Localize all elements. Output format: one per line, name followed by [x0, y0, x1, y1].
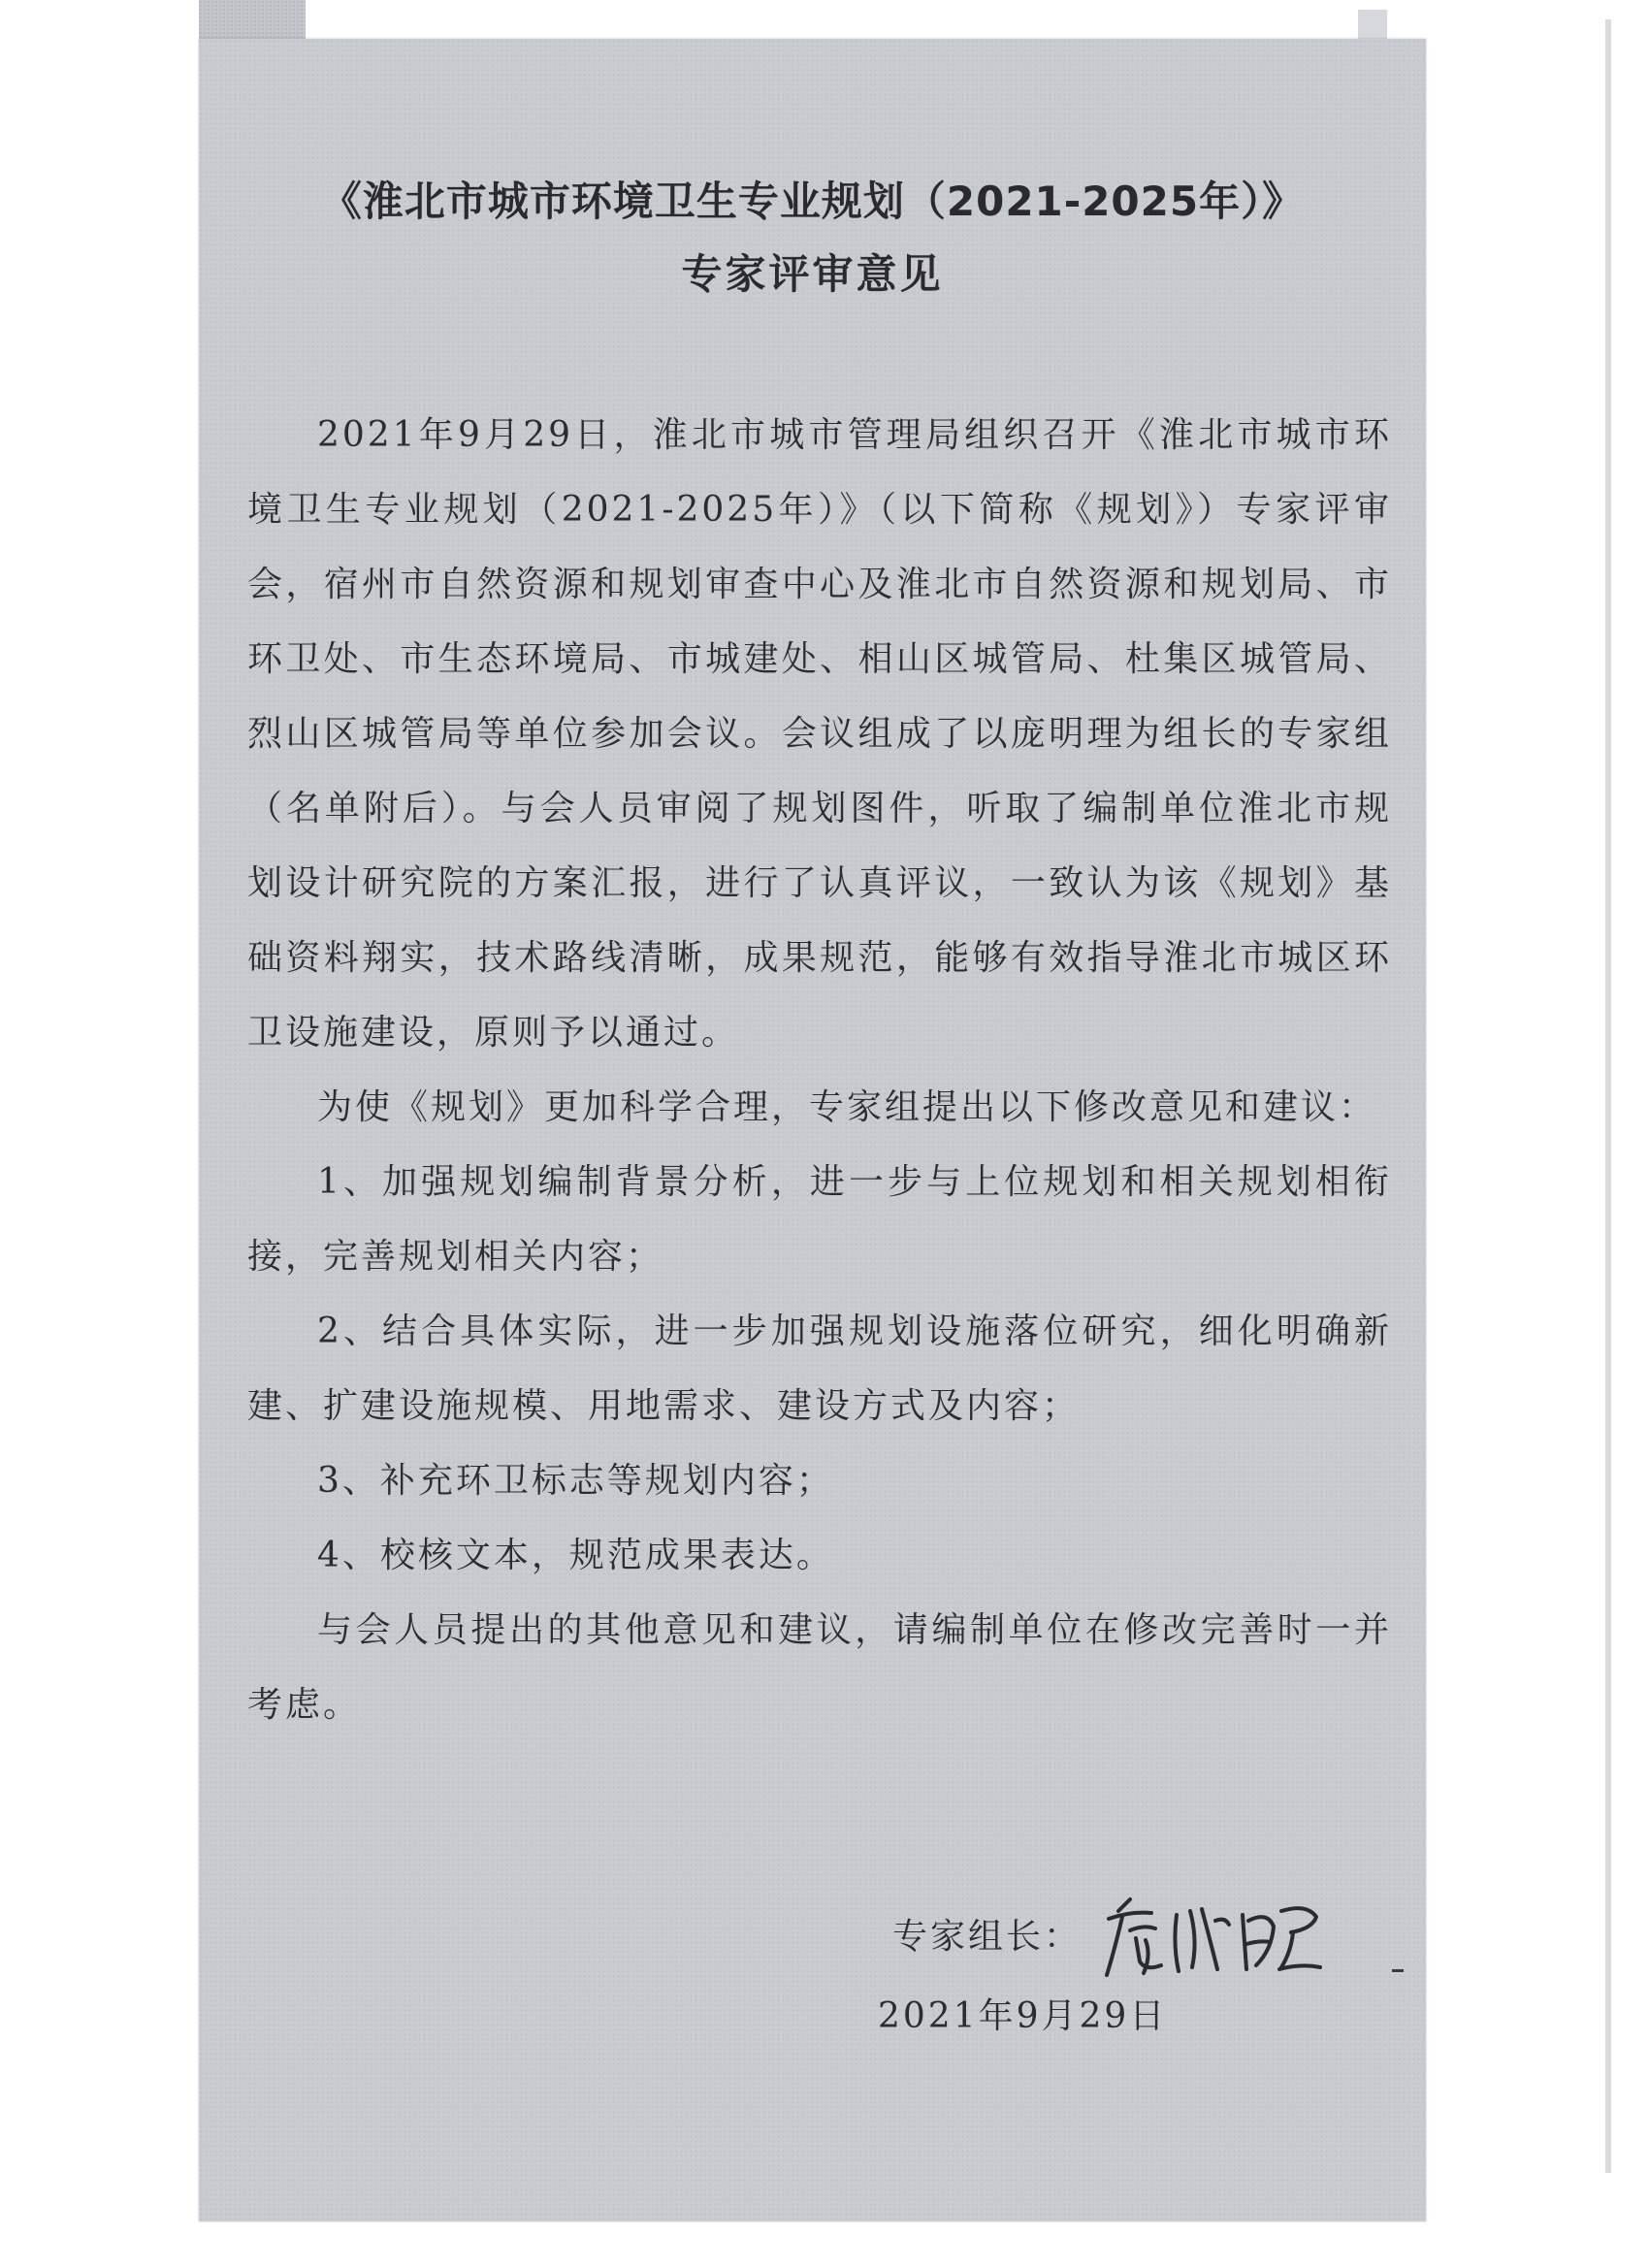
paragraph-closing: 与会人员提出的其他意见和建议，请编制单位在修改完善时一并考虑。 [247, 1610, 1392, 1725]
suggestion-item-1: 1、加强规划编制背景分析，进一步与上位规划和相关规划相衔接，完善规划相关内容； [247, 1162, 1392, 1277]
document-body [247, 398, 1392, 1742]
handwritten-signature [1101, 1882, 1324, 1989]
document-title: 《淮北市城市环境卫生专业规划（2021-2025年）》 [320, 178, 1305, 225]
suggestion-item-4: 4、校核文本，规范成果表达。 [317, 1536, 834, 1575]
suggestion-item-2: 2、结合具体实际，进一步加强规划设施落位研究，细化明确新建、扩建设施规模、用地需求、建设方式及内容； [247, 1312, 1392, 1426]
document-subtitle: 专家评审意见 [681, 250, 944, 298]
signature-block [892, 1901, 1436, 1969]
signature-label: 专家组长： [892, 1917, 1083, 1957]
signature-date: 2021年9月29日 [878, 1996, 1168, 2036]
scan-artifact-top-left [199, 0, 306, 39]
ink-mark [1392, 1969, 1404, 1972]
paragraph-suggestions-lead: 为使《规划》更加科学合理，专家组提出以下修改意见和建议： [317, 1087, 1377, 1127]
suggestion-item-3: 3、补充环卫标志等规划内容； [317, 1461, 834, 1501]
paragraph-intro: 2021年9月29日，淮北市城市管理局组织召开《淮北市城市环境卫生专业规划（2021-2025年）》（以下简称《规划》）专家评审会，宿州市自然资源和规划审查中心及淮北市自然资源和规划局、市环卫处、市生态环境局、市城建处、相山区城管局、杜集区城管局、烈山区城管局等单位参加会议。会议组成了以庞明理为组长的专家组（名单附后）。与会人员审阅了规划图件，听取了编制单位淮北市规划设计研究院的方案汇报，进行了认真评议，一致认为该《规划》基础资料翔实，技术路线清晰，成果规范，能够有效指导淮北市城区环卫设施建设，原则予以通过。 [247, 415, 1392, 1053]
scan-artifact-right-edge [1605, 19, 1611, 2173]
